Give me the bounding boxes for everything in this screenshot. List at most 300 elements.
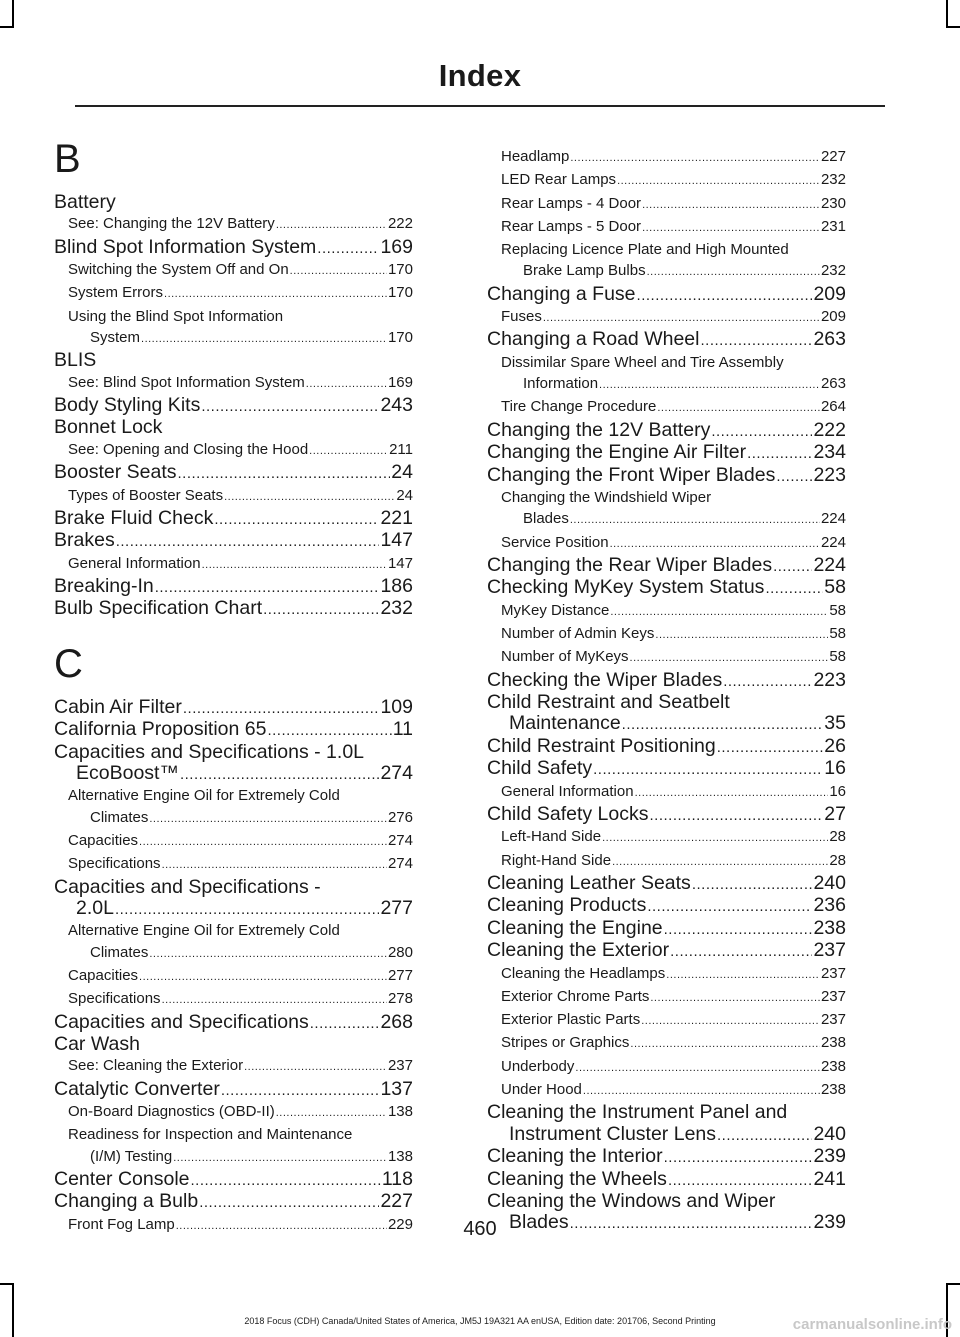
entry-text: Tire Change Procedure bbox=[501, 398, 657, 416]
index-entry[interactable] bbox=[54, 742, 413, 763]
index-entry[interactable] bbox=[487, 465, 846, 487]
dot-leader bbox=[650, 988, 820, 1009]
dot-leader bbox=[723, 671, 812, 692]
dot-leader bbox=[622, 714, 824, 735]
index-subentry[interactable] bbox=[487, 146, 846, 169]
entry-page-number: 274 bbox=[387, 831, 413, 849]
index-entry[interactable] bbox=[54, 598, 413, 620]
entry-text: Cleaning the Interior bbox=[487, 1145, 663, 1168]
entry-text: General Information bbox=[68, 554, 201, 572]
entry-text: (I/M) Testing bbox=[90, 1147, 173, 1165]
index-subentry[interactable] bbox=[54, 485, 413, 508]
dot-leader bbox=[666, 965, 820, 986]
index-subentry[interactable] bbox=[54, 282, 413, 305]
entry-page-number: 224 bbox=[820, 533, 846, 551]
entry-page-number: 24 bbox=[391, 461, 413, 484]
index-subentry[interactable] bbox=[487, 1079, 846, 1102]
crop-mark-top-right-h bbox=[946, 26, 960, 28]
entry-page-number: 276 bbox=[387, 808, 413, 826]
entry-page-number: 240 bbox=[813, 871, 846, 894]
index-entry[interactable] bbox=[487, 1191, 846, 1212]
index-subentry[interactable] bbox=[487, 260, 846, 283]
index-subentry[interactable] bbox=[487, 1009, 846, 1032]
dot-leader bbox=[173, 1148, 387, 1169]
index-subentry[interactable] bbox=[54, 785, 413, 806]
entry-page-number: 109 bbox=[380, 695, 413, 718]
entry-page-number: 118 bbox=[381, 1167, 413, 1190]
index-subentry[interactable] bbox=[54, 1055, 413, 1078]
index-subentry[interactable] bbox=[54, 439, 413, 462]
entry-page-number: 58 bbox=[829, 625, 846, 642]
index-subentry[interactable] bbox=[487, 193, 846, 216]
crop-mark-bottom-left-h bbox=[0, 1283, 14, 1285]
index-entry[interactable] bbox=[487, 873, 846, 895]
entry-page-number: 278 bbox=[387, 990, 413, 1008]
index-subentry[interactable] bbox=[487, 169, 846, 192]
entry-text: Instrument Cluster Lens bbox=[509, 1122, 717, 1145]
entry-text: EcoBoost™ bbox=[76, 761, 179, 784]
entry-page-number: 232 bbox=[820, 262, 846, 280]
dot-leader bbox=[309, 441, 388, 462]
entry-text: Child Restraint Positioning bbox=[487, 734, 716, 757]
dot-leader bbox=[630, 648, 829, 669]
dot-leader bbox=[115, 899, 380, 920]
index-subentry[interactable] bbox=[487, 306, 846, 329]
index-entry[interactable] bbox=[54, 1079, 413, 1101]
index-subentry[interactable] bbox=[487, 508, 846, 531]
index-subentry[interactable] bbox=[487, 373, 846, 396]
entry-page-number: 221 bbox=[380, 506, 413, 529]
index-subentry[interactable] bbox=[54, 327, 413, 350]
entry-page-number: 28 bbox=[829, 851, 846, 869]
entry-text: Cleaning the Exterior bbox=[487, 939, 670, 962]
dot-leader bbox=[162, 855, 387, 876]
index-entry[interactable] bbox=[54, 237, 413, 259]
entry-page-number: 238 bbox=[820, 1081, 846, 1099]
entry-text: Specifications bbox=[68, 990, 161, 1008]
entry-text: 2.0L bbox=[76, 896, 114, 919]
title-rule bbox=[75, 105, 885, 107]
section-letter: C bbox=[54, 641, 83, 686]
dot-leader bbox=[244, 1057, 387, 1078]
entry-page-number: 239 bbox=[813, 1211, 846, 1234]
entry-page-number: 280 bbox=[387, 943, 413, 961]
entry-page-number: 227 bbox=[820, 148, 846, 165]
index-entry[interactable] bbox=[487, 442, 846, 464]
entry-page-number: 224 bbox=[813, 553, 846, 576]
entry-page-number: 211 bbox=[389, 440, 413, 458]
entry-page-number: 241 bbox=[813, 1167, 846, 1190]
dot-leader bbox=[647, 896, 812, 917]
entry-text: Replacing Licence Plate and High Mounted bbox=[501, 241, 789, 259]
index-entry[interactable] bbox=[487, 555, 846, 577]
entry-text: Car Wash bbox=[54, 1032, 140, 1055]
dot-leader bbox=[199, 1192, 379, 1213]
entry-text: Information bbox=[523, 375, 599, 393]
dot-leader bbox=[602, 828, 828, 849]
entry-page-number: 35 bbox=[824, 712, 846, 735]
entry-text: Child Safety bbox=[487, 757, 593, 780]
dot-leader bbox=[162, 990, 387, 1011]
entry-text: Maintenance bbox=[509, 712, 621, 735]
entry-page-number: 237 bbox=[820, 987, 846, 1005]
index-subentry[interactable] bbox=[54, 1124, 413, 1145]
entry-text: Brake Lamp Bulbs bbox=[523, 262, 646, 280]
entry-page-number: 24 bbox=[396, 486, 413, 504]
dot-leader bbox=[650, 805, 824, 826]
index-entry[interactable] bbox=[487, 420, 846, 442]
entry-page-number: 237 bbox=[813, 939, 846, 962]
dot-leader bbox=[610, 602, 828, 623]
entry-text: Service Position bbox=[501, 533, 609, 551]
entry-text: Changing a Fuse bbox=[487, 282, 636, 305]
index-subentry[interactable] bbox=[54, 988, 413, 1011]
entry-page-number: 238 bbox=[813, 916, 846, 939]
entry-text: Brake Fluid Check bbox=[54, 506, 214, 529]
dot-leader bbox=[276, 1103, 387, 1124]
index-subentry[interactable] bbox=[487, 532, 846, 555]
entry-page-number: 209 bbox=[820, 308, 846, 326]
dot-leader bbox=[290, 261, 387, 282]
entry-page-number: 28 bbox=[829, 828, 846, 846]
index-entry[interactable] bbox=[54, 877, 413, 898]
section-letter: B bbox=[54, 137, 81, 181]
dot-leader bbox=[263, 599, 379, 620]
entry-text: Center Console bbox=[54, 1167, 190, 1190]
dot-leader bbox=[617, 171, 820, 192]
index-entry[interactable] bbox=[487, 918, 846, 940]
dot-leader bbox=[306, 374, 387, 395]
entry-text: Readiness for Inspection and Maintenance bbox=[68, 1126, 353, 1144]
index-subentry[interactable] bbox=[54, 306, 413, 327]
entry-text: Front Fog Lamp bbox=[68, 1215, 175, 1233]
entry-text: Exterior Chrome Parts bbox=[501, 987, 650, 1005]
entry-page-number: 238 bbox=[820, 1057, 846, 1075]
index-subentry[interactable] bbox=[487, 600, 846, 623]
entry-text: Blades bbox=[509, 1211, 569, 1234]
entry-text: General Information bbox=[501, 782, 634, 800]
index-subentry[interactable] bbox=[487, 826, 846, 849]
entry-text: Battery bbox=[54, 191, 116, 213]
index-entry[interactable] bbox=[487, 804, 846, 826]
entry-page-number: 138 bbox=[387, 1103, 413, 1121]
index-entry[interactable] bbox=[54, 898, 413, 920]
dot-leader bbox=[155, 577, 380, 598]
dot-leader bbox=[570, 510, 820, 531]
index-entry[interactable] bbox=[54, 192, 413, 213]
entry-page-number: 268 bbox=[380, 1010, 413, 1033]
index-entry[interactable] bbox=[487, 670, 846, 692]
entry-page-number: 234 bbox=[813, 441, 846, 464]
dot-leader bbox=[191, 1170, 381, 1191]
entry-text: Climates bbox=[90, 943, 149, 961]
entry-page-number: 26 bbox=[824, 734, 846, 757]
index-entry[interactable] bbox=[54, 395, 413, 417]
entry-text: Child Safety Locks bbox=[487, 802, 649, 825]
entry-text: Cabin Air Filter bbox=[54, 695, 182, 718]
index-subentry[interactable] bbox=[487, 623, 846, 646]
dot-leader bbox=[692, 874, 813, 895]
index-subentry[interactable] bbox=[54, 1101, 413, 1124]
entry-text: Stripes or Graphics bbox=[501, 1034, 630, 1052]
index-subentry[interactable] bbox=[487, 986, 846, 1009]
index-entry[interactable] bbox=[487, 284, 846, 306]
index-entry[interactable] bbox=[54, 763, 413, 785]
crop-mark-top-left-v bbox=[12, 0, 14, 28]
entry-page-number: 274 bbox=[387, 855, 413, 873]
entry-text: Left-Hand Side bbox=[501, 828, 602, 846]
index-entry[interactable] bbox=[54, 1191, 413, 1213]
watermark: carmanualsonline.info bbox=[792, 1316, 952, 1333]
entry-page-number: 58 bbox=[829, 601, 846, 619]
entry-page-number: 16 bbox=[829, 782, 846, 800]
index-subentry[interactable] bbox=[54, 1146, 413, 1169]
index-column-right bbox=[487, 146, 846, 1235]
dot-leader bbox=[593, 759, 823, 780]
entry-text: Booster Seats bbox=[54, 461, 177, 484]
crop-mark-bottom-left-v bbox=[12, 1283, 14, 1337]
page-title: Index bbox=[438, 58, 522, 93]
entry-page-number: 137 bbox=[380, 1077, 413, 1100]
dot-leader bbox=[664, 1147, 813, 1168]
index-subentry[interactable] bbox=[54, 942, 413, 965]
index-entry[interactable] bbox=[487, 736, 846, 758]
entry-page-number: 27 bbox=[824, 802, 846, 825]
dot-leader bbox=[599, 375, 820, 396]
dot-leader bbox=[180, 764, 379, 785]
index-subentry[interactable] bbox=[487, 216, 846, 239]
index-entry[interactable] bbox=[487, 895, 846, 917]
footer-text: 2018 Focus (CDH) Canada/United States of America, JM5J 19A321 AA enUSA, Edition date: 201706, Second Printing bbox=[244, 1316, 716, 1326]
index-entry[interactable] bbox=[54, 719, 413, 741]
entry-text: Breaking-In bbox=[54, 574, 154, 597]
index-entry[interactable] bbox=[54, 1034, 413, 1055]
dot-leader bbox=[183, 698, 380, 719]
index-subentry[interactable] bbox=[487, 396, 846, 419]
index-entry[interactable] bbox=[54, 697, 413, 719]
index-entry[interactable] bbox=[487, 692, 846, 713]
entry-text: Rear Lamps - 5 Door bbox=[501, 217, 642, 235]
dot-leader bbox=[717, 737, 824, 758]
entry-text: Using the Blind Spot Information bbox=[68, 307, 284, 325]
entry-page-number: 209 bbox=[813, 282, 846, 305]
index-entry[interactable] bbox=[487, 758, 846, 780]
dot-leader bbox=[224, 487, 395, 508]
entry-text: Climates bbox=[90, 808, 149, 826]
entry-page-number: 223 bbox=[813, 668, 846, 691]
entry-text: Right-Hand Side bbox=[501, 851, 612, 869]
index-subentry[interactable] bbox=[54, 553, 413, 576]
entry-page-number: 230 bbox=[820, 194, 846, 212]
entry-text: Switching the System Off and On bbox=[68, 261, 289, 279]
dot-leader bbox=[141, 329, 387, 350]
entry-page-number: 186 bbox=[380, 574, 413, 597]
entry-text: Alternative Engine Oil for Extremely Cold bbox=[68, 787, 340, 805]
entry-text: Cleaning the Headlamps bbox=[501, 964, 666, 982]
entry-text: Changing the Rear Wiper Blades bbox=[487, 553, 773, 576]
entry-page-number: 11 bbox=[392, 718, 413, 741]
entry-text: Under Hood bbox=[501, 1081, 582, 1099]
dot-leader bbox=[670, 941, 812, 962]
entry-page-number: 170 bbox=[387, 329, 413, 346]
index-entry[interactable] bbox=[487, 1124, 846, 1146]
dot-leader bbox=[317, 238, 379, 259]
entry-page-number: 222 bbox=[813, 418, 846, 441]
dot-leader bbox=[149, 944, 387, 965]
dot-leader bbox=[776, 466, 812, 487]
entry-text: See: Blind Spot Information System bbox=[68, 373, 305, 391]
entry-page-number: 239 bbox=[813, 1145, 846, 1168]
index-subentry[interactable] bbox=[54, 807, 413, 830]
entry-text: Types of Booster Seats bbox=[68, 486, 224, 504]
dot-leader bbox=[635, 783, 829, 804]
dot-leader bbox=[700, 330, 812, 351]
index-subentry[interactable] bbox=[487, 352, 846, 373]
crop-mark-bottom-right-h bbox=[946, 1283, 960, 1285]
dot-leader bbox=[164, 284, 387, 305]
page-number: 460 bbox=[463, 1218, 497, 1240]
dot-leader bbox=[642, 218, 820, 239]
dot-leader bbox=[214, 509, 379, 530]
dot-leader bbox=[139, 832, 387, 853]
entry-text: Number of MyKeys bbox=[501, 648, 629, 666]
entry-text: Cleaning the Instrument Panel and bbox=[487, 1101, 788, 1124]
entry-page-number: 58 bbox=[824, 576, 846, 599]
entry-text: Body Styling Kits bbox=[54, 394, 201, 416]
entry-page-number: 224 bbox=[820, 510, 846, 528]
index-entry[interactable] bbox=[487, 713, 846, 735]
index-subentry[interactable] bbox=[54, 965, 413, 988]
entry-text: See: Opening and Closing the Hood bbox=[68, 440, 309, 458]
entry-text: See: Changing the 12V Battery bbox=[68, 215, 275, 233]
entry-page-number: 237 bbox=[820, 964, 846, 982]
entry-page-number: 237 bbox=[387, 1057, 413, 1075]
index-entry[interactable] bbox=[54, 508, 413, 530]
entry-page-number: 243 bbox=[380, 394, 413, 416]
entry-page-number: 277 bbox=[387, 966, 413, 984]
entry-text: System Errors bbox=[68, 284, 164, 302]
index-subentry[interactable] bbox=[54, 372, 413, 395]
index-entry[interactable] bbox=[54, 1169, 413, 1191]
index-entry[interactable] bbox=[54, 417, 413, 438]
entry-text: Changing the Engine Air Filter bbox=[487, 441, 747, 464]
index-entry[interactable] bbox=[487, 940, 846, 962]
entry-text: Child Restraint and Seatbelt bbox=[487, 691, 730, 713]
dot-leader bbox=[139, 967, 387, 988]
crop-mark-top-right-v bbox=[946, 0, 948, 28]
entry-text: Changing the 12V Battery bbox=[487, 418, 711, 441]
entry-page-number: 232 bbox=[820, 171, 846, 189]
index-entry[interactable] bbox=[487, 577, 846, 599]
dot-leader bbox=[310, 1013, 380, 1034]
entry-page-number: 147 bbox=[380, 529, 413, 552]
entry-text: Dissimilar Spare Wheel and Tire Assembly bbox=[501, 353, 784, 371]
entry-text: Checking the Wiper Blades bbox=[487, 668, 723, 691]
index-subentry[interactable] bbox=[54, 213, 413, 236]
entry-page-number: 237 bbox=[820, 1011, 846, 1029]
entry-text: LED Rear Lamps bbox=[501, 171, 617, 189]
dot-leader bbox=[747, 443, 812, 464]
index-entry[interactable] bbox=[487, 329, 846, 351]
index-entry[interactable] bbox=[54, 530, 413, 552]
dot-leader bbox=[202, 555, 387, 576]
dot-leader bbox=[647, 262, 820, 283]
entry-text: Exterior Plastic Parts bbox=[501, 1011, 641, 1029]
entry-text: Blind Spot Information System bbox=[54, 235, 317, 258]
dot-leader bbox=[637, 285, 813, 306]
entry-page-number: 277 bbox=[380, 896, 413, 919]
entry-page-number: 263 bbox=[820, 375, 846, 393]
entry-page-number: 223 bbox=[813, 463, 846, 486]
index-entry[interactable] bbox=[487, 1146, 846, 1168]
index-subentry[interactable] bbox=[54, 853, 413, 876]
dot-leader bbox=[583, 1081, 820, 1102]
entry-page-number: 240 bbox=[813, 1122, 846, 1145]
index-entry[interactable] bbox=[54, 462, 413, 484]
entry-text: Headlamp bbox=[501, 148, 570, 165]
index-subentry[interactable] bbox=[54, 920, 413, 941]
index-subentry[interactable] bbox=[487, 487, 846, 508]
dot-leader bbox=[630, 1034, 820, 1055]
entry-text: Bulb Specification Chart bbox=[54, 597, 263, 620]
entry-page-number: 222 bbox=[387, 215, 413, 233]
dot-leader bbox=[765, 578, 823, 599]
dot-leader bbox=[221, 1080, 380, 1101]
dot-leader bbox=[267, 720, 391, 741]
dot-leader bbox=[201, 396, 379, 417]
entry-text: BLIS bbox=[54, 349, 97, 372]
index-entry[interactable] bbox=[487, 1102, 846, 1123]
entry-text: Capacities bbox=[68, 966, 139, 984]
index-subentry[interactable] bbox=[487, 850, 846, 873]
entry-text: Changing the Front Wiper Blades bbox=[487, 463, 776, 486]
dot-leader bbox=[177, 463, 390, 484]
entry-text: Underbody bbox=[501, 1057, 575, 1075]
entry-page-number: 147 bbox=[387, 554, 413, 572]
index-subentry[interactable] bbox=[487, 1032, 846, 1055]
index-entry[interactable] bbox=[54, 350, 413, 371]
index-subentry[interactable] bbox=[54, 830, 413, 853]
entry-text: System bbox=[90, 329, 141, 346]
entry-text: MyKey Distance bbox=[501, 601, 610, 619]
entry-text: Specifications bbox=[68, 855, 161, 873]
index-entry[interactable] bbox=[487, 1169, 846, 1191]
index-subentry[interactable] bbox=[487, 239, 846, 260]
entry-text: Capacities and Specifications - bbox=[54, 875, 321, 898]
index-subentry[interactable] bbox=[487, 781, 846, 804]
index-subentry[interactable] bbox=[487, 1056, 846, 1079]
entry-page-number: 236 bbox=[813, 894, 846, 917]
entry-page-number: 227 bbox=[380, 1190, 413, 1213]
index-subentry[interactable] bbox=[487, 963, 846, 986]
dot-leader bbox=[610, 534, 820, 555]
entry-text: Capacities bbox=[68, 831, 139, 849]
entry-text: Changing a Road Wheel bbox=[487, 328, 700, 351]
dot-leader bbox=[664, 919, 813, 940]
entry-text: Cleaning the Windows and Wiper bbox=[487, 1189, 776, 1212]
index-subentry[interactable] bbox=[54, 259, 413, 282]
entry-page-number: 229 bbox=[387, 1215, 413, 1233]
entry-text: Capacities and Specifications bbox=[54, 1010, 309, 1033]
entry-text: See: Cleaning the Exterior bbox=[68, 1057, 244, 1075]
entry-text: Cleaning the Wheels bbox=[487, 1167, 667, 1190]
entry-page-number: 170 bbox=[387, 261, 413, 279]
dot-leader bbox=[570, 148, 820, 169]
dot-leader bbox=[276, 215, 387, 236]
index-subentry[interactable] bbox=[487, 646, 846, 669]
index-entry[interactable] bbox=[54, 576, 413, 598]
index-entry[interactable] bbox=[54, 1012, 413, 1034]
